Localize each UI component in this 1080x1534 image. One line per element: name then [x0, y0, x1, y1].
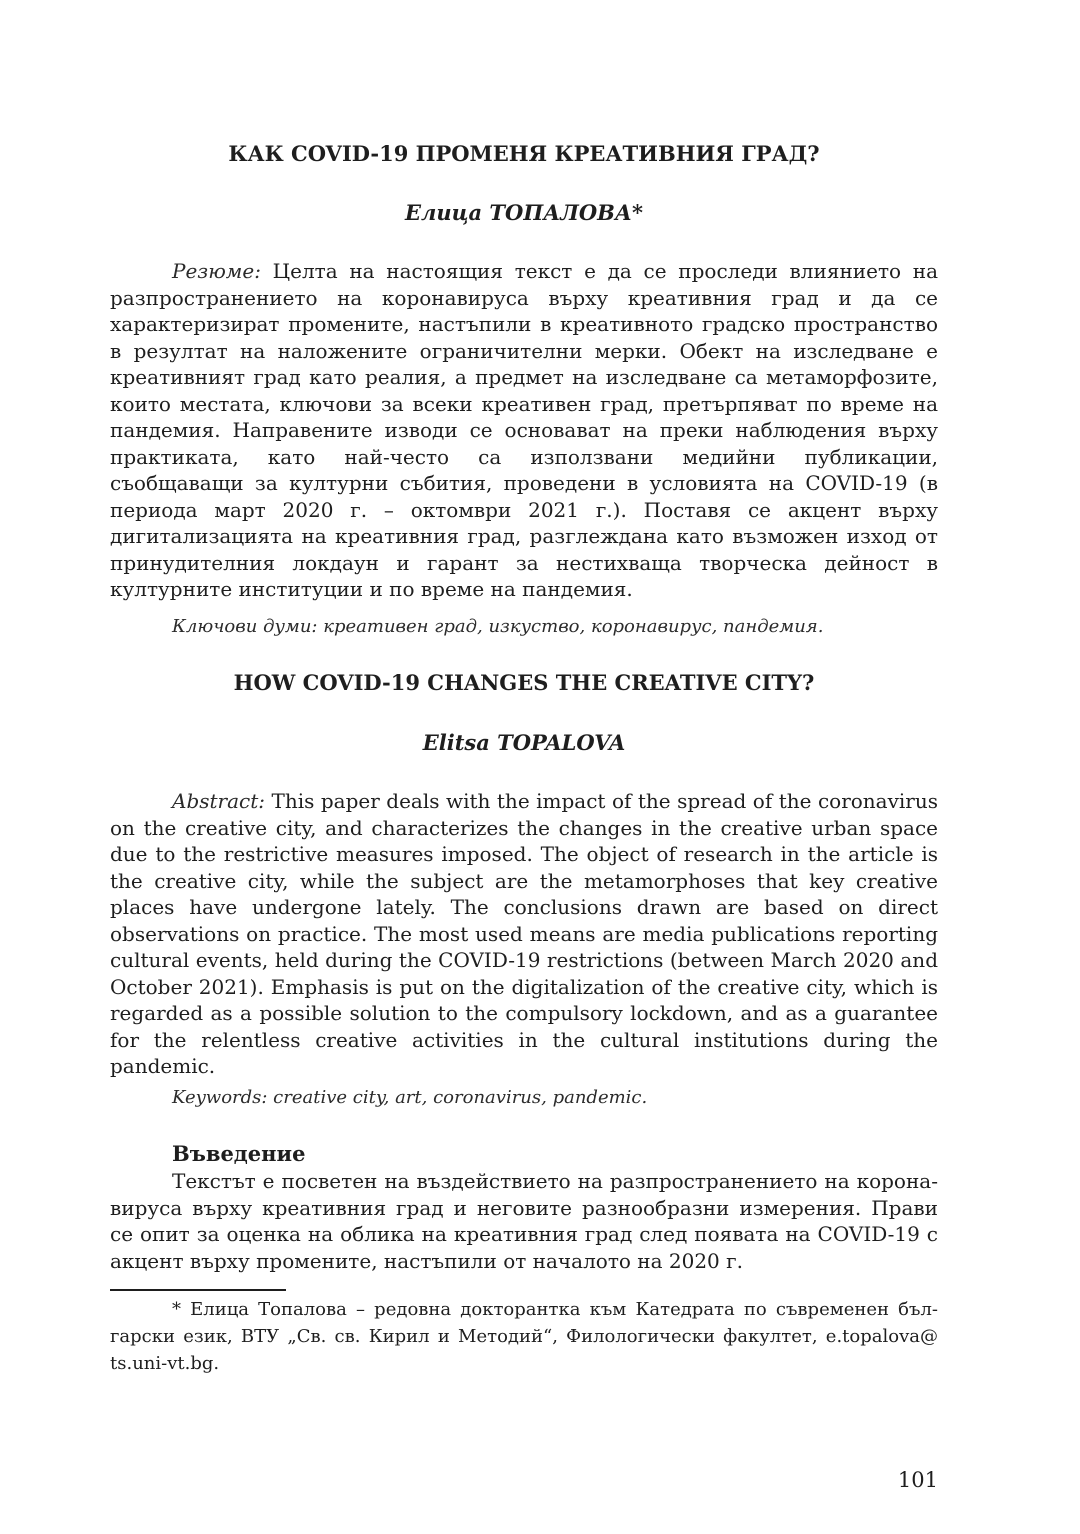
- keywords-en: Keywords: creative city, art, coronavirus, pandemic.: [172, 1087, 648, 1108]
- abstract-en-label: Abstract:: [172, 789, 266, 813]
- author-en: Elitsa TOPALOVA: [422, 730, 626, 755]
- title-bg: КАК COVID-19 ПРОМЕНЯ КРЕАТИВНИЯ ГРАД?: [228, 141, 820, 166]
- section-heading-intro: Въведение: [172, 1141, 306, 1166]
- title-en: HOW COVID-19 CHANGES THE CREATIVE CITY?: [233, 670, 815, 695]
- abstract-bg-label: Резюме:: [172, 259, 261, 283]
- keywords-bg: Ключови думи: креативен град, изкуство, коронавирус, пандемия.: [172, 616, 824, 637]
- abstract-bg: [110, 258, 938, 603]
- page-number: 101: [897, 1468, 938, 1492]
- author-bg: Елица ТОПАЛОВА*: [405, 200, 643, 225]
- abstract-en: [110, 788, 938, 1080]
- intro-paragraph: Текстът е посветен на въздействието на разпространението на коронавируса върху креативния град и неговите разнообразни измерения. Прави се опит за оценка на облика на креативния град след появата на COVID-19 с акцент върху промените, настъпили от началото на 2020 г.: [110, 1169, 938, 1273]
- abstract-bg-text: Целта на настоящия текст е да се проследи влиянието на разпространението на коронавируса върху креативния град и да се характеризират промените, настъпили в креативното градско пространство в резултат на наложените ограничителни мерки. Обект на изследване е креативният град като реалия, а предмет на изследване са метаморфозите, които местата, ключови за всеки креативен град, претърпяват по време на пандемия. Направените изводи се основават на преки наблюдения върху практиката, като най-често са използвани медийни публикации, съобщаващи за културни събития, проведени в условията на COVID-19 (в периода март 2020 г. – октомври 2021 г.). Поставя се акцент върху дигитализацията на креативния град, разглеждана като възможен изход от принудителния локдаун и гарант за нестихваща творческа дейност в културните институции и по време на пандемия.: [110, 259, 938, 601]
- footnote: * Елица Топалова – редовна докторантка към Катедрата по съвременен български език, ВТУ „Св. св. Кирил и Методий“, Филологически факултет, e.topalova@ ts.uni-vt.bg.: [110, 1299, 938, 1374]
- footnote-divider: [110, 1289, 286, 1291]
- abstract-en-text: This paper deals with the impact of the spread of the coronavirus on the creative city, and characterizes the changes in the creative urban space due to the restrictive measures imposed. The object of research in the article is the creative city, while the subject are the metamorphoses that key creative places have undergone lately. The conclusions drawn are based on direct observations on practice. The most used means are media publications reporting cultural events, held during the COVID-19 restrictions (between March 2020 and October 2021). Emphasis is put on the digitalization of the creative city, which is regarded as a possible solution to the compulsory lockdown, and as a guarantee for the relentless creative activities in the cultural institutions during the pandemic.: [110, 789, 938, 1078]
